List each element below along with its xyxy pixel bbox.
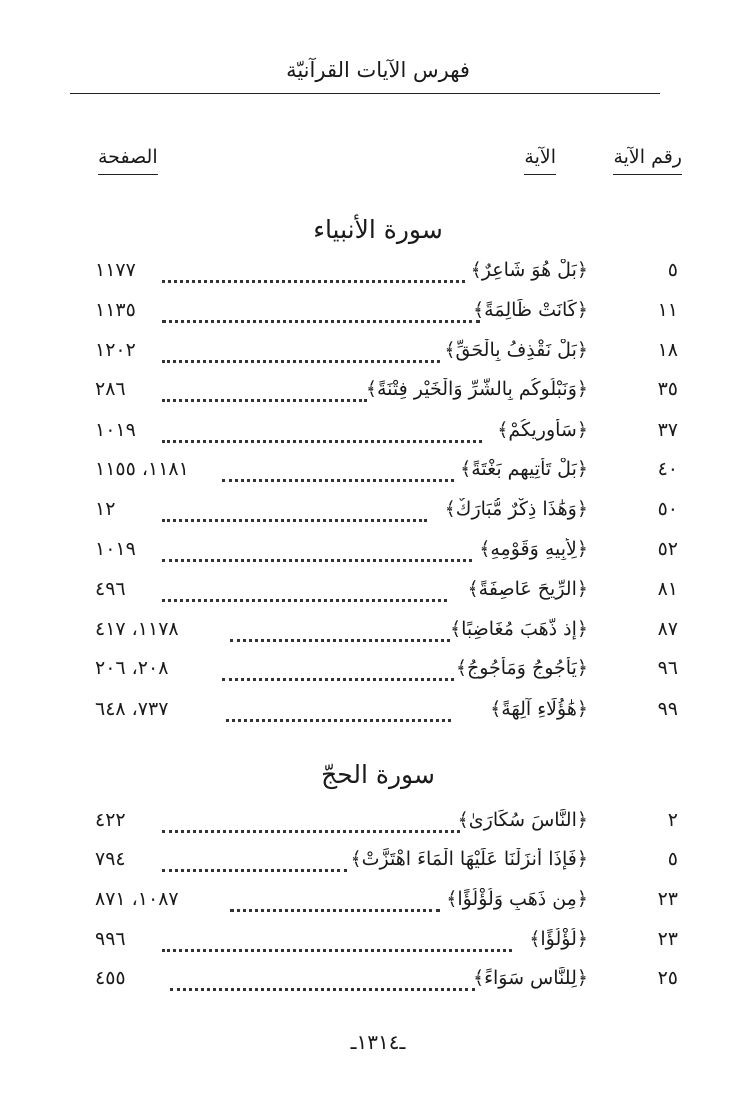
verse-number: ٥ <box>667 848 678 870</box>
table-row <box>0 809 756 843</box>
verse-number: ٢٣ <box>657 888 678 910</box>
surah-title: سورة الأنبياء <box>313 215 443 244</box>
leader-dots <box>162 941 512 952</box>
verse-text: ﴿لُؤْلُؤًا﴾ <box>529 928 588 950</box>
table-row <box>0 419 756 453</box>
running-title: فهرس الآيات القرآنيّة <box>286 58 470 82</box>
table-row <box>0 928 756 962</box>
page-ref: ١٠١٩ <box>95 419 136 441</box>
leader-dots <box>222 670 454 681</box>
page-ref: ٤٢٢ <box>95 809 126 831</box>
verse-number: ٨٧ <box>657 618 678 640</box>
table-row <box>0 848 756 882</box>
verse-number: ٥ <box>667 259 678 281</box>
verse-text: ﴿هَٰؤُلَاءِ آلِهَةً﴾ <box>490 698 588 720</box>
verse-text: ﴿وَنَبْلُوكُم بِالشَّرِّ وَالْخَيْرِ فِتْنَةً﴾ <box>365 378 588 400</box>
title-rule <box>70 93 660 94</box>
verse-number: ٢٥ <box>657 967 678 989</box>
table-row <box>0 299 756 333</box>
verse-text: ﴿لِلنَّاسِ سَوَاءً﴾ <box>472 967 588 989</box>
page-ref: ١٠٨٧، ٨٧١ <box>95 888 179 910</box>
page-ref: ١١٧٨، ٤١٧ <box>95 618 179 640</box>
page-ref: ١٢ <box>95 498 116 520</box>
verse-text: ﴿بَلْ هُوَ شَاعِرٌ﴾ <box>470 259 588 281</box>
verse-text: ﴿كَانَتْ ظَالِمَةً﴾ <box>473 299 588 321</box>
leader-dots <box>162 391 367 402</box>
leader-dots <box>230 901 440 912</box>
verse-text: ﴿الرِّيحَ عَاصِفَةً﴾ <box>467 578 588 600</box>
leader-dots <box>162 352 440 363</box>
leader-dots <box>230 631 450 642</box>
page-ref: ٧٩٤ <box>95 848 126 870</box>
leader-dots <box>226 711 451 722</box>
leader-dots <box>162 511 427 522</box>
verse-number: ٢٣ <box>657 928 678 950</box>
verse-number: ٢ <box>667 809 678 831</box>
verse-text: ﴿فَإِذَا أَنزَلْنَا عَلَيْهَا الْمَاءَ اهْتَزَّتْ﴾ <box>350 848 588 870</box>
table-row <box>0 259 756 293</box>
leader-dots <box>170 980 475 991</box>
surah-title: سورة الحجّ <box>321 760 435 789</box>
table-row <box>0 888 756 922</box>
verse-text: ﴿بَلْ نَقْذِفُ بِالْحَقِّ﴾ <box>444 339 588 361</box>
table-row <box>0 458 756 492</box>
verse-text: ﴿إِذ ذَّهَبَ مُغَاضِبًا﴾ <box>449 618 588 640</box>
leader-dots <box>162 551 472 562</box>
verse-text: ﴿سَأُورِيكُمْ﴾ <box>497 419 588 441</box>
page-ref: ٢٨٦ <box>95 378 126 400</box>
page-ref: ٧٣٧، ٦٤٨ <box>95 698 169 720</box>
verse-text: ﴿النَّاسَ سُكَارَىٰ﴾ <box>457 809 588 831</box>
table-row <box>0 618 756 652</box>
leader-dots <box>162 272 465 283</box>
leader-dots <box>162 822 460 833</box>
verse-number: ١١ <box>657 299 678 321</box>
table-row <box>0 698 756 732</box>
page-number: ـ١٣١٤ـ <box>350 1030 406 1054</box>
verse-number: ٤٠ <box>657 458 678 480</box>
verse-number: ٩٦ <box>657 657 678 679</box>
table-row <box>0 578 756 612</box>
verse-number: ٥٠ <box>657 498 678 520</box>
verse-text: ﴿مِن ذَهَبٍ وَلُؤْلُؤًا﴾ <box>446 888 588 910</box>
verse-text: ﴿يَأْجُوجُ وَمَأْجُوجُ﴾ <box>455 657 588 679</box>
page-ref: ٢٠٨، ٢٠٦ <box>95 657 169 679</box>
leader-dots <box>162 432 482 443</box>
verse-text: ﴿وَهَٰذَا ذِكْرٌ مُّبَارَكٌ﴾ <box>444 498 588 520</box>
leader-dots <box>162 591 447 602</box>
leader-dots <box>162 861 347 872</box>
page-ref: ١١٧٧ <box>95 259 136 281</box>
verse-number: ٣٧ <box>657 419 678 441</box>
page-ref: ٩٩٦ <box>95 928 126 950</box>
verse-number: ٣٥ <box>657 378 678 400</box>
page-ref: ٤٩٦ <box>95 578 126 600</box>
page-ref: ١٠١٩ <box>95 538 136 560</box>
column-header-page: الصفحة <box>98 146 158 175</box>
column-header-verse-number: رقم الآية <box>613 146 682 175</box>
verse-number: ٩٩ <box>657 698 678 720</box>
column-header-verse: الآية <box>524 146 556 175</box>
leader-dots <box>222 471 454 482</box>
verse-number: ٥٢ <box>657 538 678 560</box>
table-row <box>0 339 756 373</box>
verse-text: ﴿بَلْ تَأْتِيهِم بَغْتَةً﴾ <box>460 458 588 480</box>
page-ref: ١٢٠٢ <box>95 339 136 361</box>
page-ref: ١١٨١، ١١٥٥ <box>95 458 189 480</box>
verse-number: ٨١ <box>657 578 678 600</box>
table-row <box>0 538 756 572</box>
table-row <box>0 657 756 691</box>
page-ref: ٤٥٥ <box>95 967 126 989</box>
leader-dots <box>162 312 480 323</box>
table-row <box>0 967 756 1001</box>
table-row <box>0 378 756 412</box>
verse-text: ﴿لِأَبِيهِ وَقَوْمِهِ﴾ <box>479 538 588 560</box>
table-row <box>0 498 756 532</box>
verse-number: ١٨ <box>657 339 678 361</box>
page-ref: ١١٣٥ <box>95 299 136 321</box>
